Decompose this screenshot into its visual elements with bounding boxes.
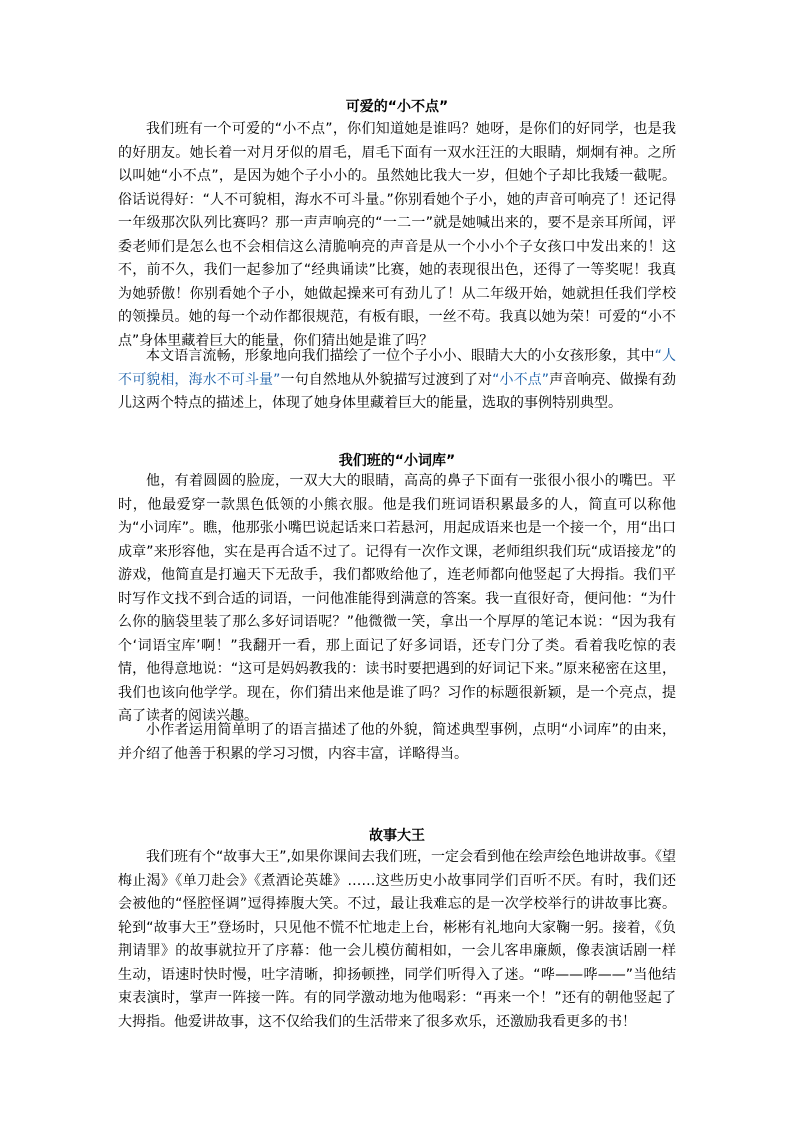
comment-text-part-b: 一句自然地从外貌描写过渡到了对 <box>280 371 493 388</box>
essay-body-xiaobudian: 我们班有一个可爱的“小不点”，你们知道她是谁吗？她呀，是你们的好同学，也是我的好朋友。她长着一对月牙似的眉毛，眉毛下面有一双水汪汪的大眼睛，炯炯有神。之所以叫她“小不点”，是因为她个子小小的。虽然她比我大一岁，但她个子却比我矮一截呢。俗话说得好：“人不可貌相，海水不可斗量。”你别看她个子小，她的声音可响亮了！还记得一年级那次队列比赛吗？那一声声响亮的“一二一”就是她喊出来的，要不是亲耳所闻，评委老师们是怎么也不会相信这么清脆响亮的声音是从一个小小个子女孩口中发出来的！这不，前不久，我们一起参加了“经典诵读”比赛，她的表现很出色，还得了一等奖呢！我真为她骄傲！你别看她个子小，她做起操来可有劲儿了！从二年级开始，她就担任我们学校的领操员。她的每一个动作都很规范，有板有眼，一丝不苟。我真以她为荣！可爱的“小不点”身体里藏着巨大的能量，你们猜出她是谁了吗？ <box>118 121 676 349</box>
comment-text-part-a: 本文语言流畅，形象地向我们描绘了一位个子小小、眼睛大大的小女孩形象，其中 <box>146 348 655 364</box>
essay-comment-xiaobudian <box>118 345 676 416</box>
section-title-xiaobudian: 可爱的“小不点” <box>345 99 449 115</box>
comment-quote-proverb: “人不可貌相，海水不可斗量” <box>118 348 676 388</box>
section-title-gushidawang: 故事大王 <box>369 828 425 844</box>
section-title-xiaociku: 我们班的“小词库” <box>338 453 456 469</box>
comment-quote-nickname: “小不点” <box>492 371 550 388</box>
essay-comment-xiaociku: 小作者运用简单明了的语言描述了他的外貌，简述典型事例，点明“小词库”的由来，并介绍了他善于积累的学习习惯，内容丰富，详略得当。 <box>118 722 676 762</box>
comment-text-part-c: 声音响亮、做操有劲儿这两个特点的描述上，体现了她身体里藏着巨大的能量，选取的事例特别典型。 <box>118 371 676 411</box>
essay-body-gushidawang: 我们班有个“故事大王”,如果你课间去我们班，一定会看到他在绘声绘色地讲故事。《望梅止渴》《单刀赴会》《煮酒论英雄》……这些历史小故事同学们百听不厌。有时，我们还会被他的“怪腔怪调”逗得捧腹大笑。不过，最让我难忘的是一次学校举行的讲故事比赛。轮到“故事大王”登场时，只见他不慌不忙地走上台，彬彬有礼地向大家鞠一躬。接着，《负荆请罪》的故事就拉开了序幕：他一会儿模仿蔺相如，一会儿客串廉颇，像表演话剧一样生动，语速时快时慢，吐字清晰，抑扬顿挫，同学们听得入了迷。“哗——哗——”当他结束表演时，掌声一阵接一阵。有的同学激动地为他喝彩：“再来一个！”还有的朝他竖起了大拇指。他爱讲故事，这不仅给我们的生活带来了很多欢乐，还激励我看更多的书！ <box>118 849 676 1030</box>
essay-body-xiaociku: 他，有着圆圆的脸庞，一双大大的眼睛，高高的鼻子下面有一张很小很小的嘴巴。平时，他最爱穿一款黑色低领的小熊衣服。他是我们班词语积累最多的人，简直可以称他为“小词库”。瞧，他那张小嘴巴说起话来口若悬河，用起成语来也是一个接一个，用“出口成章”来形容他，实在是再合适不过了。记得有一次作文课，老师组织我们玩“成语接龙”的游戏，他简直是打遍天下无敌手，我们都败给他了，连老师都向他竖起了大拇指。我们平时写作文找不到合适的词语，一问他准能得到满意的答案。我一直很好奇，便问他：“为什么你的脑袋里装了那么多好词语呢？”他微微一笑，拿出一个厚厚的笔记本说：“因为我有个‘词语宝库’啊！”我翻开一看，那上面记了好多词语，还专门分了类。看着我吃惊的表情，他得意地说：“这可是妈妈教我的：读书时要把遇到的好词记下来。”原来秘密在这里，我们也该向他学学。现在，你们猜出来他是谁了吗？习作的标题很新颖，是一个亮点，提高了读者的阅读兴趣。 <box>118 473 676 724</box>
